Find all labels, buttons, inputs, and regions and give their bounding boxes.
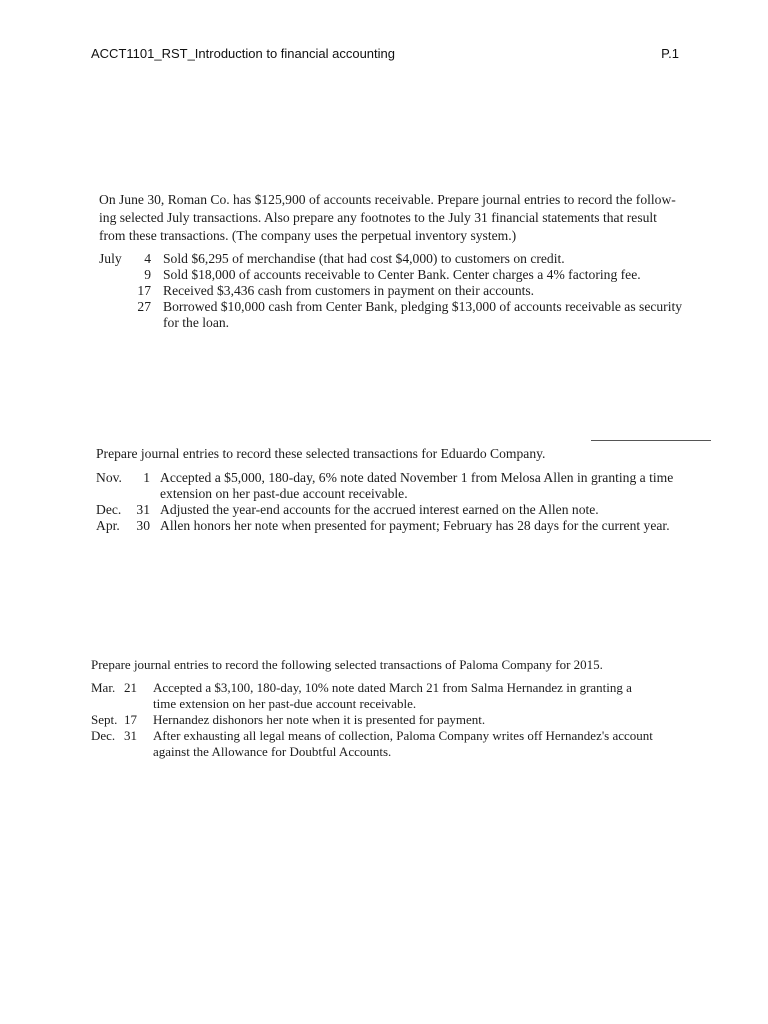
description-line: Hernandez dishonors her note when it is presented for payment. [153,712,486,727]
transaction-item [99,267,724,283]
transaction-description [163,283,724,299]
instruction-line: Prepare journal entries to record the following selected transactions of Paloma Company for 2015. [91,657,603,672]
description-line: Borrowed $10,000 cash from Center Bank, pledging $13,000 of accounts receivable as security [163,299,683,314]
transaction-list [91,680,701,760]
transaction-description [160,470,716,502]
transaction-day: 4 [144,251,151,266]
page-header [91,46,679,66]
transaction-list [99,251,724,331]
transaction-day: 27 [137,299,151,314]
description-line: for the loan. [163,315,230,330]
transaction-item [96,502,716,518]
transaction-description [163,299,724,331]
description-line: extension on her past-due account receivable. [160,486,408,501]
transaction-day: 17 [124,712,137,727]
transaction-month: Sept. [91,712,118,727]
transaction-month: July [99,251,122,266]
transaction-description [153,680,701,712]
course-title: ACCT1101_RST_Introduction to financial accounting [91,46,395,61]
problem-instructions [99,191,724,245]
instruction-line: from these transactions. (The company uses the perpetual inventory system.) [99,228,517,243]
transaction-day: 30 [136,518,150,533]
instruction-line: Prepare journal entries to record these selected transactions for Eduardo Company. [96,446,546,461]
instruction-line: On June 30, Roman Co. has $125,900 of accounts receivable. Prepare journal entries to record the follow- [99,192,676,207]
transaction-description [153,728,701,760]
transaction-day: 31 [124,728,137,743]
transaction-list [96,470,716,534]
transaction-description [153,712,701,728]
transaction-description [160,502,716,518]
instruction-line: ing selected July transactions. Also prepare any footnotes to the July 31 financial statements that result [99,210,657,225]
description-line: time extension on her past-due account receivable. [153,696,417,711]
description-line: Accepted a $5,000, 180-day, 6% note dated November 1 from Melosa Allen in granting a time [160,470,674,485]
transaction-item [99,283,724,299]
description-line: After exhausting all legal means of collection, Paloma Company writes off Hernandez's account [153,728,653,743]
transaction-item [91,728,701,760]
problem-eduardo-company [96,445,716,534]
problem-paloma-company [91,656,701,760]
description-line: Allen honors her note when presented for payment; February has 28 days for the current year. [160,518,670,533]
transaction-item [91,712,701,728]
problem-instructions [96,445,716,463]
transaction-item [96,470,716,502]
transaction-day: 17 [137,283,151,298]
description-line: Adjusted the year-end accounts for the accrued interest earned on the Allen note. [160,502,599,517]
transaction-day: 9 [144,267,151,282]
transaction-description [163,267,724,283]
page-number: P.1 [661,46,679,61]
description-line: Accepted a $3,100, 180-day, 10% note dated March 21 from Salma Hernandez in granting a [153,680,632,695]
transaction-month: Nov. [96,470,122,485]
transaction-item [96,518,716,534]
description-line: against the Allowance for Doubtful Accounts. [153,744,392,759]
transaction-day: 1 [143,470,150,485]
transaction-day: 31 [136,502,150,517]
problem-instructions [91,656,701,673]
description-line: Received $3,436 cash from customers in payment on their accounts. [163,283,535,298]
divider-rule [591,440,711,441]
transaction-month: Dec. [91,728,116,743]
transaction-description [160,518,716,534]
transaction-month: Dec. [96,502,122,517]
transaction-day: 21 [124,680,137,695]
description-line: Sold $18,000 of accounts receivable to Center Bank. Center charges a 4% factoring fee. [163,267,641,282]
transaction-item [99,251,724,267]
transaction-month: Apr. [96,518,120,533]
transaction-item [91,680,701,712]
description-line: Sold $6,295 of merchandise (that had cost $4,000) to customers on credit. [163,251,565,266]
problem-roman-co [99,191,724,331]
transaction-item [99,299,724,331]
transaction-description [163,251,724,267]
transaction-month: Mar. [91,680,116,695]
